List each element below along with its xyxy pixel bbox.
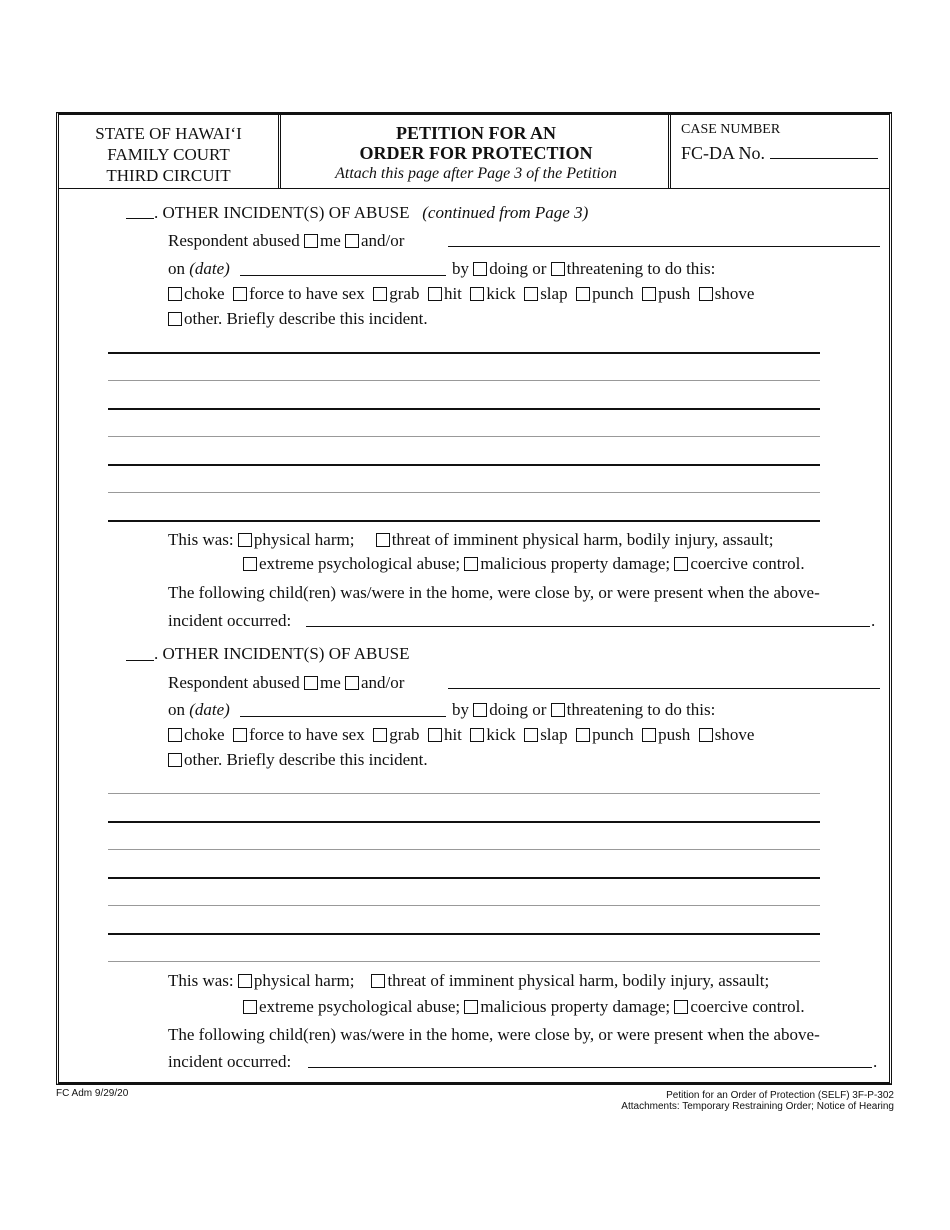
s1-date-label: (date) xyxy=(189,259,230,278)
s2-description-line[interactable] xyxy=(108,821,820,823)
s2-description-line[interactable] xyxy=(108,877,820,879)
s2-punch-checkbox[interactable] xyxy=(576,728,590,742)
s2-kick-label: kick xyxy=(486,725,516,744)
s1-me-label: me xyxy=(319,231,341,250)
s2-slap-label: slap xyxy=(540,725,568,744)
court-type: FAMILY COURT xyxy=(107,145,230,164)
s2-period: . xyxy=(873,1052,878,1071)
s1-grab-label: grab xyxy=(389,284,420,303)
s1-choke-checkbox[interactable] xyxy=(168,287,182,301)
s1-description-line[interactable] xyxy=(108,352,820,354)
s1-choke-label: choke xyxy=(184,284,225,303)
s2-shove-checkbox[interactable] xyxy=(699,728,713,742)
s1-coercive-checkbox[interactable] xyxy=(674,557,688,571)
s2-respondent-label: Respondent abused xyxy=(168,673,300,692)
s2-description-line[interactable] xyxy=(108,933,820,935)
s1-other-label: other. Briefly describe this incident. xyxy=(184,309,428,328)
s2-other-person-field[interactable] xyxy=(448,688,880,689)
s2-harm-row1 xyxy=(168,971,769,991)
s1-threat-checkbox[interactable] xyxy=(376,533,390,547)
s1-this-was-label: This was: xyxy=(168,530,234,549)
section2-title: . OTHER INCIDENT(S) OF ABUSE xyxy=(154,644,410,663)
fcda-label: FC-DA No. xyxy=(681,143,766,163)
s2-children-text: The following child(ren) was/were in the home, were close by, or were present when the above- xyxy=(168,1025,820,1044)
s1-description-line[interactable] xyxy=(108,520,820,522)
s2-by-row xyxy=(452,700,715,720)
section1-title: . OTHER INCIDENT(S) OF ABUSE xyxy=(154,203,410,222)
s2-other-checkbox[interactable] xyxy=(168,753,182,767)
s1-shove-label: shove xyxy=(714,284,755,303)
section1-item-blank[interactable] xyxy=(126,218,154,219)
s1-description-line[interactable] xyxy=(108,408,820,410)
s2-hit-checkbox[interactable] xyxy=(428,728,442,742)
section1-title-row xyxy=(154,203,588,223)
s1-push-label: push xyxy=(658,284,691,303)
s1-description-line[interactable] xyxy=(108,492,820,493)
s1-kick-label: kick xyxy=(486,284,516,303)
s1-coercive-label: coercive control. xyxy=(690,554,805,573)
s2-and-or-checkbox[interactable] xyxy=(345,676,359,690)
s2-threat-label: threat of imminent physical harm, bodily injury, assault; xyxy=(387,971,770,990)
s1-punch-checkbox[interactable] xyxy=(576,287,590,301)
s2-doing-checkbox[interactable] xyxy=(473,703,487,717)
s2-coercive-checkbox[interactable] xyxy=(674,1000,688,1014)
case-number-label: CASE NUMBER xyxy=(681,122,781,137)
court-state: STATE OF HAWAI‘I xyxy=(95,124,242,143)
s2-coercive-label: coercive control. xyxy=(690,997,805,1016)
court-circuit: THIRD CIRCUIT xyxy=(106,166,231,185)
s2-hit-label: hit xyxy=(443,725,462,744)
s1-by-row xyxy=(452,259,715,279)
s2-description-line[interactable] xyxy=(108,961,820,962)
s2-push-label: push xyxy=(658,725,691,744)
s1-punch-label: punch xyxy=(592,284,634,303)
s1-harm-row2 xyxy=(243,554,805,574)
section2-item-blank[interactable] xyxy=(126,660,154,661)
s1-grab-checkbox[interactable] xyxy=(373,287,387,301)
s2-this-was-label: This was: xyxy=(168,971,234,990)
s2-respondent-row xyxy=(168,673,404,693)
s1-push-checkbox[interactable] xyxy=(642,287,656,301)
s2-property-label: malicious property damage; xyxy=(480,997,671,1016)
s2-physical-harm-checkbox[interactable] xyxy=(238,974,252,988)
s2-slap-checkbox[interactable] xyxy=(524,728,538,742)
s1-respondent-label: Respondent abused xyxy=(168,231,300,250)
s2-force-label: force to have sex xyxy=(249,725,365,744)
s2-and-or-label: and/or xyxy=(361,673,405,692)
s2-other-row xyxy=(168,750,428,770)
form-footer-attachments: Attachments: Temporary Restraining Order; Notice of Hearing xyxy=(621,1101,894,1112)
s1-description-line[interactable] xyxy=(108,464,820,466)
s1-psych-label: extreme psychological abuse; xyxy=(259,554,461,573)
s2-children-field[interactable] xyxy=(308,1067,872,1068)
s1-psych-checkbox[interactable] xyxy=(243,557,257,571)
s2-threat-checkbox[interactable] xyxy=(371,974,385,988)
s1-date-field[interactable] xyxy=(240,275,446,276)
s2-actions-row xyxy=(168,725,754,745)
form-subtitle: Attach this page after Page 3 of the Petition xyxy=(335,165,617,182)
s1-other-person-field[interactable] xyxy=(448,246,880,247)
s2-choke-label: choke xyxy=(184,725,225,744)
s1-property-checkbox[interactable] xyxy=(464,557,478,571)
s1-physical-harm-checkbox[interactable] xyxy=(238,533,252,547)
s2-threatening-checkbox[interactable] xyxy=(551,703,565,717)
s1-children-text: The following child(ren) was/were in the home, were close by, or were present when the above- xyxy=(168,583,820,602)
s2-choke-checkbox[interactable] xyxy=(168,728,182,742)
s2-threatening-label: threatening to do this: xyxy=(566,700,716,719)
s1-threat-label: threat of imminent physical harm, bodily injury, assault; xyxy=(391,530,774,549)
s1-description-line[interactable] xyxy=(108,380,820,381)
s2-incident-occurred-label: incident occurred: xyxy=(168,1052,292,1071)
s2-grab-checkbox[interactable] xyxy=(373,728,387,742)
s2-date-label: (date) xyxy=(189,700,230,719)
section1-title-note: (continued from Page 3) xyxy=(422,203,589,222)
s2-other-label: other. Briefly describe this incident. xyxy=(184,750,428,769)
s1-hit-label: hit xyxy=(443,284,462,303)
s1-actions-row xyxy=(168,284,754,304)
s2-property-checkbox[interactable] xyxy=(464,1000,478,1014)
form-footer-info xyxy=(621,1090,894,1112)
s1-threatening-label: threatening to do this: xyxy=(566,259,716,278)
s1-kick-checkbox[interactable] xyxy=(470,287,484,301)
s1-threatening-checkbox[interactable] xyxy=(551,262,565,276)
s1-incident-occurred-label: incident occurred: xyxy=(168,611,292,630)
s1-on-label: on xyxy=(168,259,185,278)
s1-physical-harm-label: physical harm; xyxy=(253,530,355,549)
form-code: FC Adm 9/29/20 xyxy=(56,1088,129,1099)
s1-slap-checkbox[interactable] xyxy=(524,287,538,301)
s1-force-checkbox[interactable] xyxy=(233,287,247,301)
s2-me-label: me xyxy=(319,673,341,692)
s2-kick-checkbox[interactable] xyxy=(470,728,484,742)
s1-other-row xyxy=(168,309,428,329)
s2-shove-label: shove xyxy=(714,725,755,744)
s2-date-field[interactable] xyxy=(240,716,446,717)
s2-push-checkbox[interactable] xyxy=(642,728,656,742)
s2-description-line[interactable] xyxy=(108,849,820,850)
s1-shove-checkbox[interactable] xyxy=(699,287,713,301)
s2-psych-checkbox[interactable] xyxy=(243,1000,257,1014)
s1-force-label: force to have sex xyxy=(249,284,365,303)
s2-punch-label: punch xyxy=(592,725,634,744)
form-title-line2: ORDER FOR PROTECTION xyxy=(359,143,593,163)
s2-date-row xyxy=(168,700,230,720)
s1-children-field[interactable] xyxy=(306,626,870,627)
s1-by-label: by xyxy=(452,259,469,278)
s1-description-line[interactable] xyxy=(108,436,820,437)
s2-description-line[interactable] xyxy=(108,905,820,906)
s1-harm-row1 xyxy=(168,530,774,550)
s2-harm-row2 xyxy=(243,997,805,1017)
s1-and-or-label: and/or xyxy=(361,231,405,250)
s1-doing-label: doing or xyxy=(489,259,547,278)
s2-by-label: by xyxy=(452,700,469,719)
s1-date-row xyxy=(168,259,230,279)
s2-doing-label: doing or xyxy=(489,700,547,719)
s1-hit-checkbox[interactable] xyxy=(428,287,442,301)
s2-me-checkbox[interactable] xyxy=(304,676,318,690)
s1-respondent-row xyxy=(168,231,404,251)
s1-and-or-checkbox[interactable] xyxy=(345,234,359,248)
form-title-line1: PETITION FOR AN xyxy=(395,123,557,143)
s1-slap-label: slap xyxy=(540,284,568,303)
s2-psych-label: extreme psychological abuse; xyxy=(259,997,461,1016)
s1-property-label: malicious property damage; xyxy=(480,554,671,573)
s1-period: . xyxy=(871,611,876,630)
s1-doing-checkbox[interactable] xyxy=(473,262,487,276)
s2-description-line[interactable] xyxy=(108,793,820,794)
s2-force-checkbox[interactable] xyxy=(233,728,247,742)
s2-physical-harm-label: physical harm; xyxy=(253,971,355,990)
s1-me-checkbox[interactable] xyxy=(304,234,318,248)
s2-grab-label: grab xyxy=(389,725,420,744)
form-footer-title: Petition for an Order of Protection (SELF) 3F-P-302 xyxy=(666,1090,894,1101)
s2-on-label: on xyxy=(168,700,185,719)
s1-other-checkbox[interactable] xyxy=(168,312,182,326)
